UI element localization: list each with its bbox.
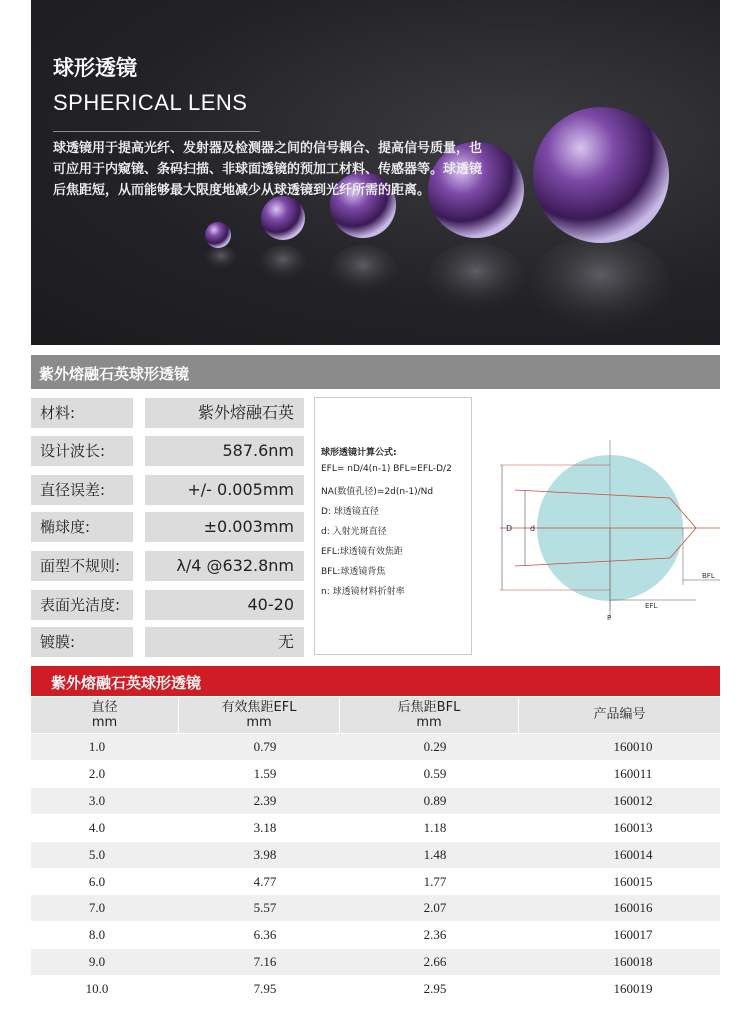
cell-part-number: 160015 (613, 873, 653, 889)
cell-efl: 0.79 (253, 739, 277, 754)
formula-line: EFL= nD/4(n-1) BFL=EFL-D/2 (321, 464, 452, 474)
formula-line: d: 入射光斑直径 (321, 527, 387, 537)
cell-efl: 7.16 (253, 954, 277, 970)
formula-line: BFL:球透镜背焦 (321, 567, 386, 577)
th-unit: mm (246, 715, 272, 730)
table-row (31, 949, 720, 975)
table-section-header (31, 666, 720, 696)
cell-bfl: 0.89 (423, 792, 447, 808)
hero-desc-line: 后焦距短，从而能够最大限度地减少从球透镜到光纤所需的距离。 (53, 183, 431, 198)
th-line: 直径 (91, 700, 118, 715)
spec-section-header (31, 355, 720, 389)
label-BFL: BFL (702, 572, 715, 580)
formula-line: n: 球透镜材料折射率 (321, 587, 405, 597)
spec-value: ±0.003mm (145, 512, 304, 542)
hero-desc-line: 球透镜用于提高光纤、发射器及检测器之间的信号耦合、提高信号质量，也 (53, 141, 483, 156)
spec-label: 镀膜: (31, 627, 133, 657)
hero-desc-line: 可应用于内窥镜、条码扫描、非球面透镜的预加工材料、传感器等。球透镜 (53, 162, 483, 177)
spec-label: 面型不规则: (31, 551, 133, 581)
cell-bfl: 2.36 (423, 927, 447, 943)
table-row (31, 761, 720, 787)
table-row (31, 788, 720, 814)
spec-label: 直径误差: (31, 475, 133, 505)
hero-title-cn: 球形透镜 (53, 56, 137, 80)
spec-value: 无 (145, 627, 304, 657)
formula-line: EFL:球透镜有效焦距 (321, 547, 403, 557)
label-d: d (530, 524, 536, 533)
cell-efl: 2.39 (253, 792, 277, 808)
th-unit: mm (91, 715, 118, 730)
cell-diameter: 1.0 (88, 739, 106, 754)
cell-bfl: 1.48 (423, 846, 447, 862)
cell-efl: 4.77 (253, 873, 277, 889)
cell-part-number: 160017 (613, 927, 653, 943)
spec-label: 表面光洁度: (31, 590, 133, 620)
formula-box (314, 397, 472, 655)
cell-diameter: 4.0 (88, 819, 106, 835)
cell-diameter: 2.0 (88, 765, 106, 781)
cell-efl: 3.98 (253, 846, 277, 862)
cell-bfl: 2.66 (423, 954, 447, 970)
cell-diameter: 10.0 (85, 981, 109, 997)
th-unit: mm (416, 715, 442, 730)
cell-part-number: 160011 (613, 765, 653, 781)
cell-bfl: 0.29 (423, 739, 447, 754)
formula-line: D: 球透镜直径 (321, 507, 379, 517)
cell-bfl: 2.07 (423, 900, 447, 916)
cell-efl: 3.18 (253, 819, 277, 835)
spec-value: 40-20 (145, 590, 304, 620)
cell-part-number: 160013 (613, 819, 653, 835)
cell-part-number: 160014 (613, 846, 653, 862)
cell-bfl: 0.59 (423, 765, 447, 781)
cell-part-number: 160012 (613, 792, 653, 808)
table-row (31, 895, 720, 921)
cell-part-number: 160019 (613, 981, 653, 997)
th-line: 后焦距BFL (397, 700, 461, 715)
table-header (31, 697, 720, 733)
table-row (31, 815, 720, 841)
sphere-1 (205, 222, 231, 248)
table-row (31, 842, 720, 868)
cell-efl: 1.59 (253, 765, 277, 781)
sphere-2 (261, 196, 305, 240)
th-diameter (31, 697, 179, 736)
spec-value: +/- 0.005mm (145, 475, 304, 505)
cell-part-number: 160010 (613, 739, 653, 754)
th-line: 有效焦距EFL (221, 700, 297, 715)
cell-diameter: 5.0 (88, 846, 106, 862)
cell-diameter: 9.0 (88, 954, 106, 970)
table-section-title: 紫外熔融石英球形透镜 (51, 674, 202, 692)
label-P: P (607, 614, 612, 622)
ball-lens-diagram (490, 430, 730, 630)
cell-bfl: 1.77 (423, 873, 447, 889)
cell-part-number: 160018 (613, 954, 653, 970)
spec-label: 设计波长: (31, 436, 133, 466)
th-bfl (340, 697, 519, 736)
formula-line: NA(数值孔径)=2d(n-1)/Nd (321, 487, 434, 497)
spec-value: λ/4 @632.8nm (145, 551, 304, 581)
hero-description (53, 138, 523, 201)
spec-value: 紫外熔融石英 (145, 398, 304, 428)
sphere-5 (533, 107, 669, 243)
table-row (31, 922, 720, 948)
cell-diameter: 8.0 (88, 927, 106, 943)
hero-title-en: SPHERICAL LENS (53, 90, 248, 115)
hero-banner (31, 0, 720, 345)
table-row (31, 976, 720, 1002)
spec-section-title: 紫外熔融石英球形透镜 (39, 365, 190, 383)
cell-diameter: 3.0 (88, 792, 106, 808)
label-EFL: EFL (645, 602, 658, 610)
table-row (31, 734, 720, 760)
th-efl (179, 697, 340, 736)
table-row (31, 869, 720, 895)
spec-label: 椭球度: (31, 512, 133, 542)
cell-efl: 6.36 (253, 927, 277, 943)
th-line: 产品编号 (593, 707, 646, 722)
cell-diameter: 6.0 (88, 873, 106, 889)
cell-efl: 7.95 (253, 981, 277, 997)
hero-divider (53, 131, 260, 132)
cell-bfl: 1.18 (423, 819, 447, 835)
spec-value: 587.6nm (145, 436, 304, 466)
cell-bfl: 2.95 (423, 981, 447, 997)
label-D: D (506, 524, 513, 533)
cell-efl: 5.57 (253, 900, 277, 916)
cell-diameter: 7.0 (88, 900, 106, 916)
formula-title: 球形透镜计算公式: (321, 448, 397, 458)
spec-label: 材料: (31, 398, 133, 428)
cell-part-number: 160016 (613, 900, 653, 916)
